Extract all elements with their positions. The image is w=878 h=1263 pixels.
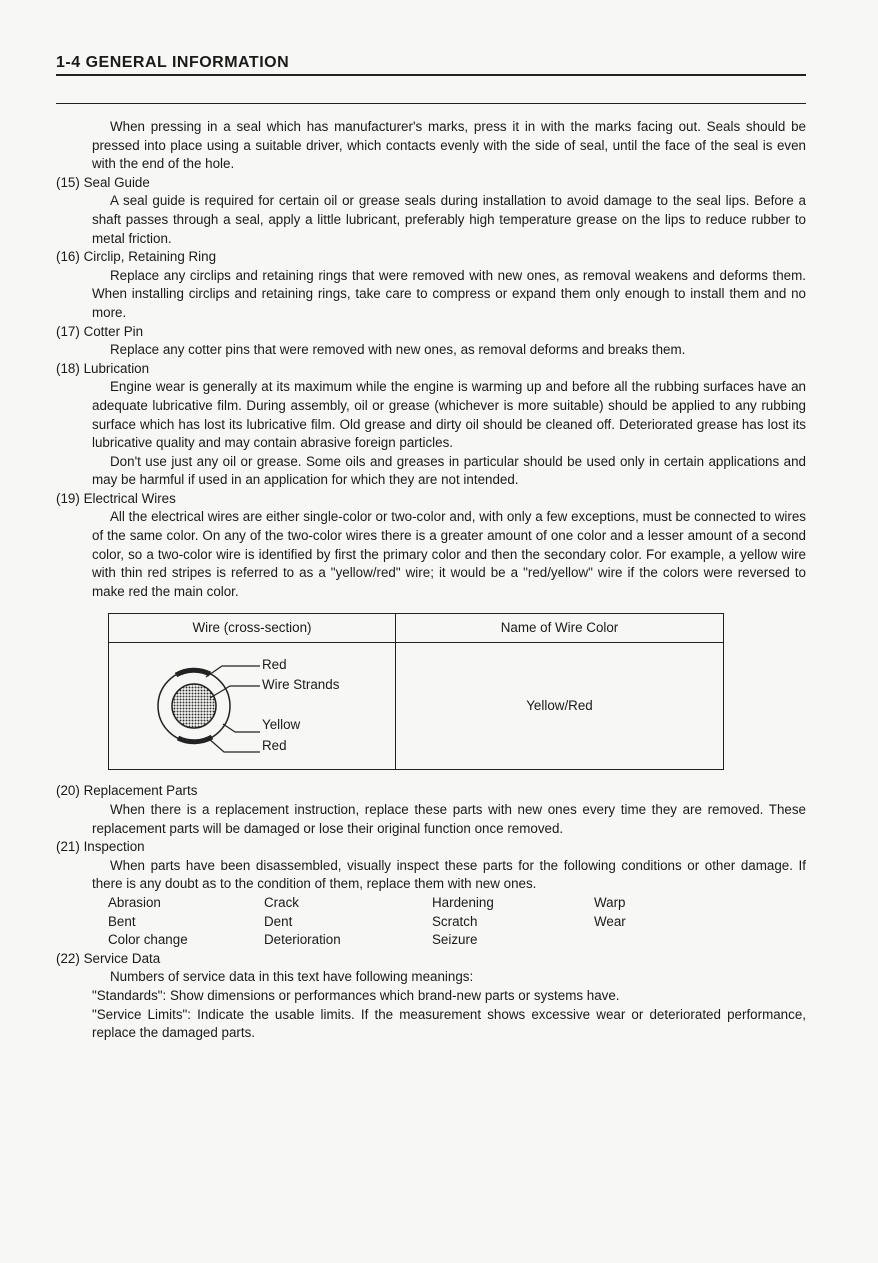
section-paragraph: Numbers of service data in this text have following meanings:	[110, 969, 474, 985]
section-title: Inspection	[83, 839, 145, 855]
condition-item: Dent	[264, 913, 293, 929]
section-title: Seal Guide	[83, 174, 150, 190]
condition-item: Bent	[108, 913, 136, 929]
wire-color-name: Yellow/Red	[396, 643, 724, 770]
section-paragraph: Replace any circlips and retaining rings that were removed with new ones, as removal weakens and deforms them. When installing circlips and retaining rings, take care to compress or expand them only enough to install them and no more.	[92, 267, 806, 320]
condition-item: Abrasion	[108, 895, 161, 910]
label-red: Red	[262, 738, 287, 754]
intro-block	[56, 118, 806, 174]
section-paragraph: Don't use just any oil or grease. Some oils and greases in particular should be used only in certain applications and may be harmful if used in an application for which they are not intended.	[92, 453, 806, 488]
section-title: Electrical Wires	[83, 490, 176, 506]
section-number: (20)	[56, 783, 80, 799]
condition-item: Deterioration	[264, 932, 341, 948]
condition-item: Scratch	[432, 913, 478, 929]
section-lubrication	[56, 360, 806, 490]
label-red-stripe: Red	[262, 657, 287, 673]
section-service-data	[56, 950, 806, 1043]
section-number: (15)	[56, 174, 80, 190]
condition-item: Warp	[594, 895, 626, 910]
wire-cross-section-icon	[110, 644, 394, 768]
wire-color-table	[108, 613, 724, 770]
section-circlip	[56, 248, 806, 322]
section-seal-guide	[56, 174, 806, 248]
condition-item: Seizure	[432, 932, 478, 948]
service-limits-definition: "Service Limits": Indicate the usable limits. If the measurement shows excessive wear or deteriorated performance, replace the damaged parts.	[92, 1006, 806, 1041]
section-paragraph: When parts have been disassembled, visually inspect these parts for the following conditions or other damage. If there is any doubt as to the condition of them, replace them with new ones.	[92, 857, 806, 892]
section-number: (21)	[56, 839, 80, 855]
section-paragraph: Engine wear is generally at its maximum while the engine is warming up and before all the rubbing surfaces have an adequate lubricative film. During assembly, oil or grease (whichever is more suitable) should be applied to any rubbing surface which has lost its lubricative film. Old grease and dirty oil should be cleaned off. Deteriorated grease has lost its lubricative quality and may contain abrasive foreign particles.	[92, 379, 806, 451]
intro-paragraph: When pressing in a seal which has manufacturer's marks, press it in with the marks facing out. Seals should be pressed into place using a suitable driver, which contacts evenly with the side of seal, until the face of the seal is even with the end of the hole.	[92, 119, 806, 172]
section-title: Service Data	[83, 950, 161, 966]
section-title: Cotter Pin	[83, 323, 144, 339]
header-rule-secondary	[56, 103, 806, 104]
section-number: (16)	[56, 249, 80, 265]
label-yellow: Yellow	[262, 717, 301, 733]
section-number: (19)	[56, 490, 80, 506]
condition-item: Crack	[264, 895, 299, 910]
section-electrical-wires	[56, 490, 806, 602]
section-paragraph: Replace any cotter pins that were removed with new ones, as removal deforms and breaks them.	[110, 342, 686, 358]
page-header: 1-4 GENERAL INFORMATION	[56, 54, 290, 71]
section-cotter-pin	[56, 323, 806, 360]
label-wire-strands: Wire Strands	[262, 677, 340, 693]
section-replacement-parts	[56, 782, 806, 838]
wire-table-header-cross-section: Wire (cross-section)	[109, 614, 396, 643]
wire-table-header-color-name: Name of Wire Color	[396, 614, 724, 643]
condition-item	[594, 931, 806, 950]
page-content	[56, 118, 806, 1043]
section-paragraph: When there is a replacement instruction, replace these parts with new ones every time they are removed. These replacement parts will be damaged or lose their original function once removed.	[92, 802, 806, 836]
section-paragraph: All the electrical wires are either single-color or two-color and, with only a few exceptions, must be connected to wires of the same color. On any of the two-color wires there is a greater amount of one color and a lesser amount of a second color, so a two-color wire is identified by first the primary color and then the secondary color. For example, a yellow wire with thin red stripes is referred to as a "yellow/red" wire; it would be a "red/yellow" wire if the colors were reversed to make red the main color.	[92, 509, 806, 599]
section-number: (18)	[56, 360, 80, 376]
section-inspection	[56, 838, 806, 950]
section-title: Replacement Parts	[83, 783, 198, 799]
inspection-conditions-list	[92, 894, 806, 950]
condition-item: Wear	[594, 913, 626, 929]
header-rule	[56, 74, 806, 76]
section-number: (17)	[56, 323, 80, 339]
section-paragraph: A seal guide is required for certain oil or grease seals during installation to avoid damage to the seal lips. Before a shaft passes through a seal, apply a little lubricant, preferably high temperature grease on the lips to reduce rubber to metal friction.	[92, 193, 806, 246]
wire-cross-section-diagram	[110, 644, 394, 768]
section-title: Circlip, Retaining Ring	[83, 249, 217, 265]
condition-item: Color change	[108, 932, 188, 948]
wire-diagram-cell	[109, 643, 396, 770]
standards-definition: "Standards": Show dimensions or performances which brand-new parts or systems have.	[92, 987, 620, 1003]
section-number: (22)	[56, 950, 80, 966]
condition-item: Hardening	[432, 895, 494, 910]
section-title: Lubrication	[83, 360, 150, 376]
